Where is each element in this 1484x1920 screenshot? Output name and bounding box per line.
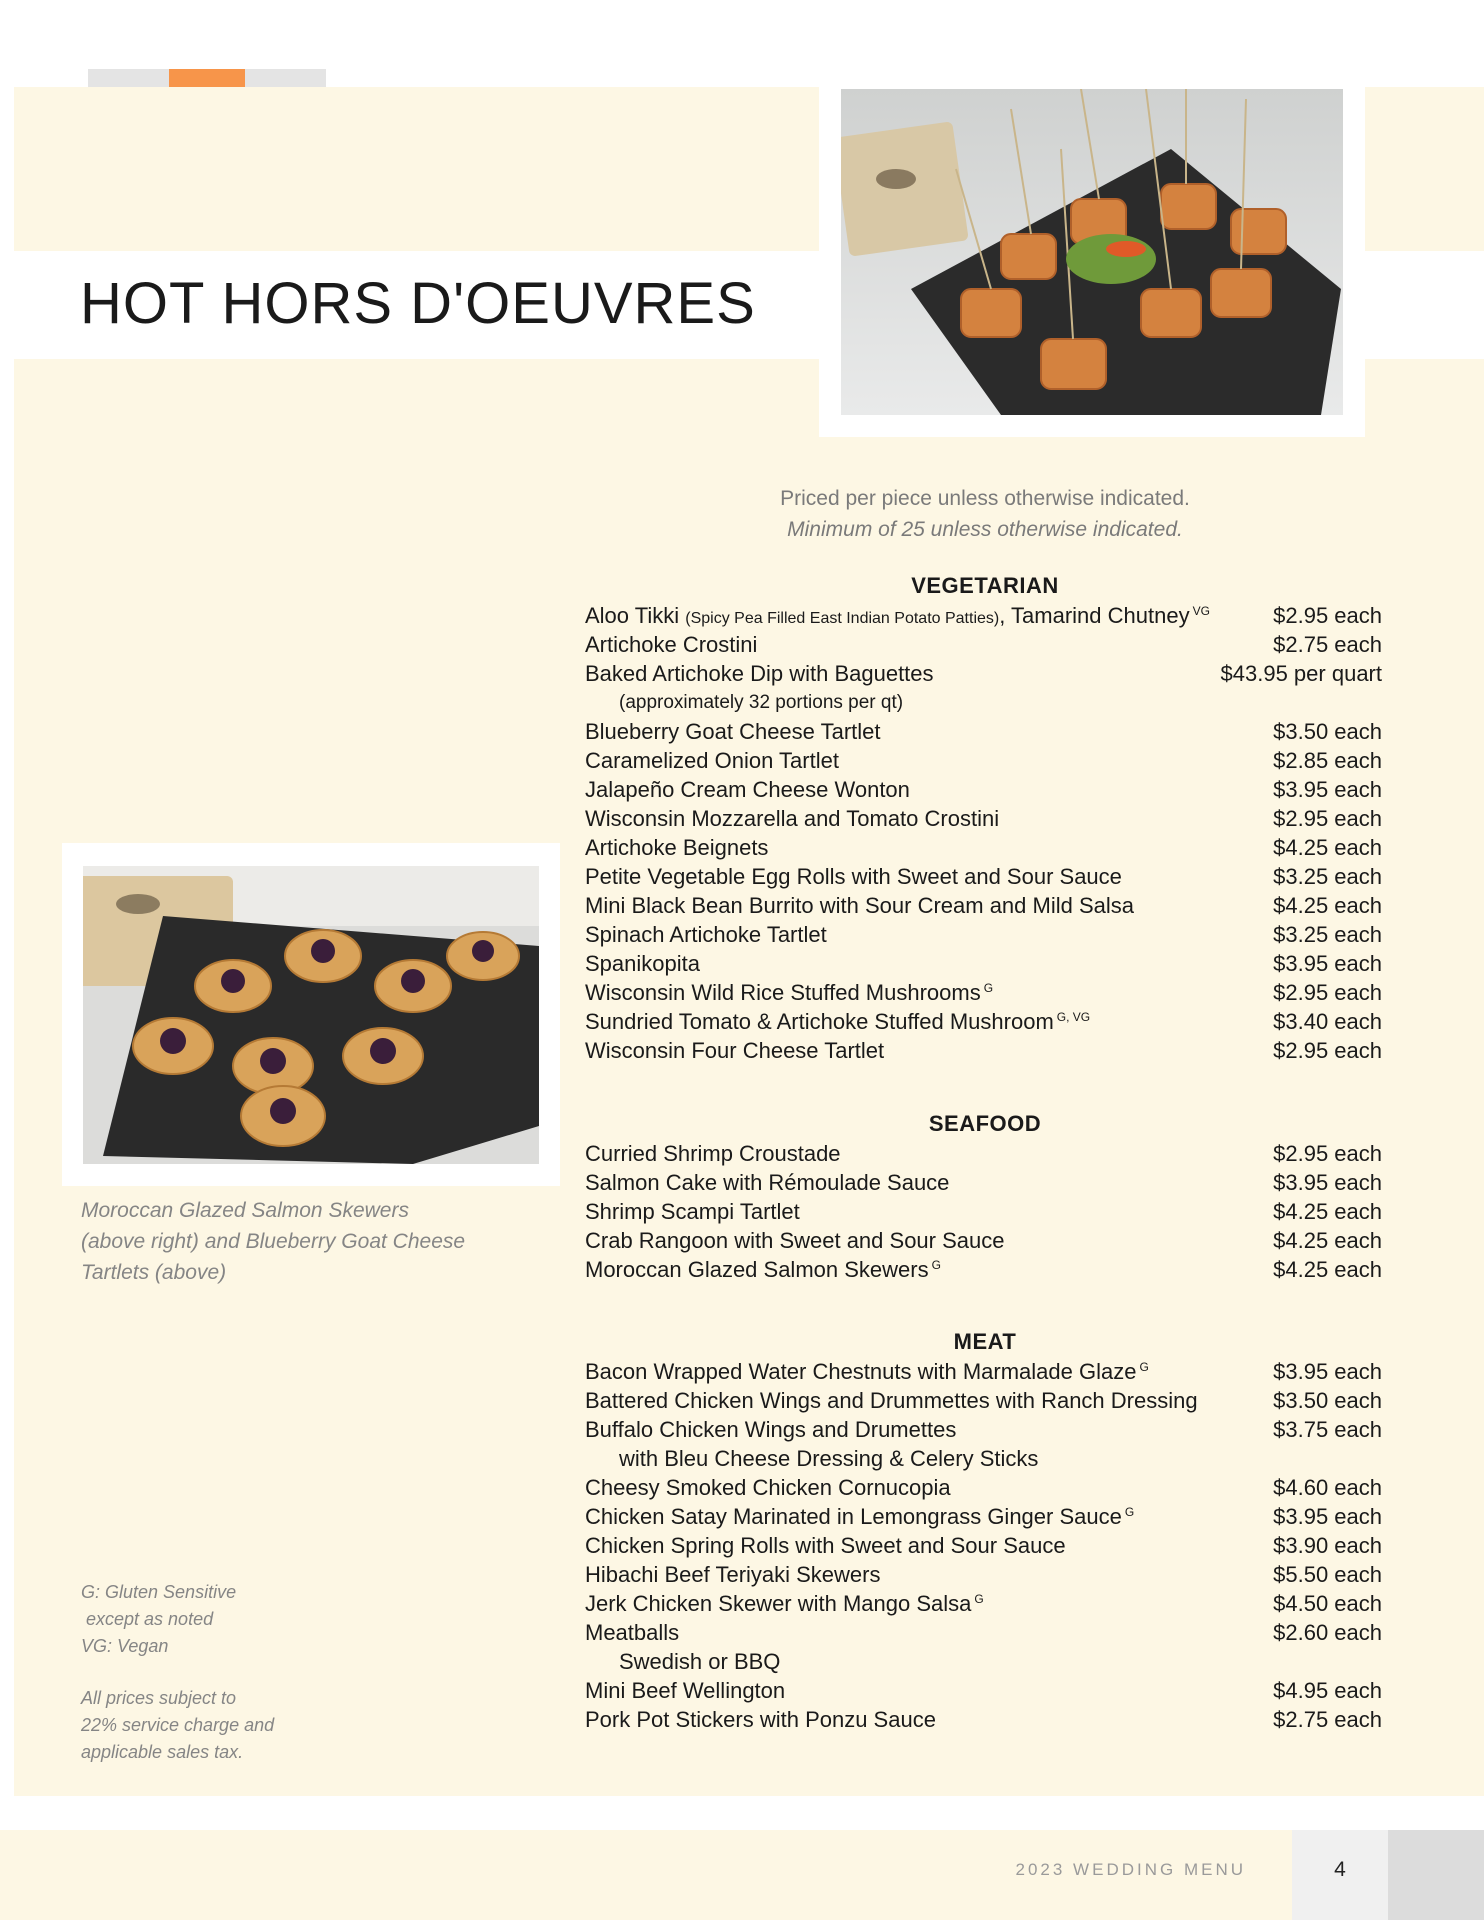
item-name: Pork Pot Stickers with Ponzu Sauce bbox=[585, 1707, 936, 1732]
menu-item-note bbox=[585, 692, 1382, 721]
menu-item bbox=[585, 661, 1382, 690]
diet-tag: VG bbox=[1192, 603, 1210, 618]
menu-item bbox=[585, 1141, 1382, 1170]
menu-item bbox=[585, 951, 1382, 980]
menu-item bbox=[585, 1591, 1382, 1620]
item-name: Blueberry Goat Cheese Tartlet bbox=[585, 719, 881, 744]
caption-line: Tartlets (above) bbox=[81, 1261, 227, 1284]
item-price: $2.60 each bbox=[1273, 1620, 1382, 1645]
item-price: $4.50 each bbox=[1273, 1591, 1382, 1616]
item-name: Artichoke Crostini bbox=[585, 632, 758, 657]
item-price: $2.95 each bbox=[1273, 1141, 1382, 1166]
item-price: $3.25 each bbox=[1273, 922, 1382, 947]
service-charge-note: All prices subject to 22% service charge and applicable sales tax. bbox=[81, 1688, 275, 1762]
item-price: $4.95 each bbox=[1273, 1678, 1382, 1703]
footer-label: 2023 WEDDING MENU bbox=[1015, 1860, 1246, 1879]
menu-item bbox=[585, 1359, 1382, 1388]
section-heading-meat: MEAT bbox=[953, 1329, 1017, 1354]
diet-tag: G bbox=[1124, 1504, 1135, 1519]
item-price: $4.25 each bbox=[1273, 835, 1382, 860]
menu-item bbox=[585, 835, 1382, 864]
menu-item bbox=[585, 1228, 1382, 1257]
item-price: $2.95 each bbox=[1273, 980, 1382, 1005]
menu-item bbox=[585, 632, 1382, 661]
menu-item bbox=[585, 1388, 1382, 1417]
item-name: Spinach Artichoke Tartlet bbox=[585, 922, 827, 947]
item-name: Crab Rangoon with Sweet and Sour Sauce bbox=[585, 1228, 1005, 1253]
item-price: $4.25 each bbox=[1273, 1199, 1382, 1224]
diet-tag: G bbox=[983, 980, 994, 995]
item-price: $3.25 each bbox=[1273, 864, 1382, 889]
item-price: $3.95 each bbox=[1273, 1170, 1382, 1195]
page-number: 4 bbox=[1334, 1858, 1346, 1881]
item-price: $3.50 each bbox=[1273, 719, 1382, 744]
item-name: Caramelized Onion Tartlet bbox=[585, 748, 839, 773]
item-price: $2.75 each bbox=[1273, 1707, 1382, 1732]
menu-item bbox=[585, 748, 1382, 777]
menu-item-note bbox=[585, 1446, 1382, 1475]
item-name: Bacon Wrapped Water Chestnuts with Marmalade Glaze bbox=[585, 1359, 1137, 1384]
item-name: Wisconsin Four Cheese Tartlet bbox=[585, 1038, 885, 1063]
menu-item bbox=[585, 1620, 1382, 1649]
item-name: Spanikopita bbox=[585, 951, 700, 976]
menu-item bbox=[585, 719, 1382, 748]
item-name: Jalapeño Cream Cheese Wonton bbox=[585, 777, 910, 802]
menu-item bbox=[585, 980, 1382, 1009]
item-name: Mini Beef Wellington bbox=[585, 1678, 786, 1703]
legend-vegan: VG: Vegan bbox=[81, 1636, 169, 1656]
item-price: $3.50 each bbox=[1273, 1388, 1382, 1413]
item-price: $2.95 each bbox=[1273, 1038, 1382, 1063]
diet-tag: G bbox=[974, 1591, 984, 1606]
item-name: Wisconsin Wild Rice Stuffed Mushrooms bbox=[585, 980, 981, 1005]
item-price: $4.25 each bbox=[1273, 1257, 1382, 1282]
menu-item bbox=[585, 1417, 1382, 1446]
item-name: Meatballs bbox=[585, 1620, 680, 1645]
item-name: Buffalo Chicken Wings and Drumettes bbox=[585, 1417, 957, 1442]
menu-item bbox=[585, 1533, 1382, 1562]
item-price: $2.75 each bbox=[1273, 632, 1382, 657]
item-name: Mini Black Bean Burrito with Sour Cream and Mild Salsa bbox=[585, 893, 1135, 918]
item-price: $5.50 each bbox=[1273, 1562, 1382, 1587]
diet-tag: G bbox=[1139, 1359, 1149, 1374]
item-name: Curried Shrimp Croustade bbox=[585, 1141, 841, 1166]
item-name: Moroccan Glazed Salmon Skewers bbox=[585, 1257, 929, 1282]
menu-item bbox=[585, 922, 1382, 951]
item-price: $2.85 each bbox=[1273, 748, 1382, 773]
photo-caption bbox=[81, 1195, 501, 1288]
item-price: $3.90 each bbox=[1273, 1533, 1382, 1558]
item-name: Jerk Chicken Skewer with Mango Salsa bbox=[585, 1591, 972, 1616]
caption-line: Moroccan Glazed Salmon Skewers bbox=[81, 1199, 409, 1222]
blueberry-tartlets-photo bbox=[83, 866, 539, 1164]
item-name: Battered Chicken Wings and Drummettes with Ranch Dressing bbox=[585, 1388, 1198, 1413]
item-name: Chicken Satay Marinated in Lemongrass Ginger Sauce bbox=[585, 1504, 1122, 1529]
item-name: Petite Vegetable Egg Rolls with Sweet and Sour Sauce bbox=[585, 864, 1122, 889]
menu-item bbox=[585, 1678, 1382, 1707]
item-price: $3.40 each bbox=[1273, 1009, 1382, 1034]
minimum-note: Minimum of 25 unless otherwise indicated. bbox=[787, 518, 1183, 541]
menu-item bbox=[585, 1038, 1382, 1067]
section-heading-vegetarian: VEGETARIAN bbox=[911, 573, 1059, 598]
item-price: $4.25 each bbox=[1273, 1228, 1382, 1253]
menu-item bbox=[585, 893, 1382, 922]
item-name: Chicken Spring Rolls with Sweet and Sour Sauce bbox=[585, 1533, 1066, 1558]
legend-gluten-note: except as noted bbox=[81, 1609, 214, 1629]
legend-gluten: G: Gluten Sensitive bbox=[81, 1582, 237, 1602]
menu-item bbox=[585, 1199, 1382, 1228]
menu-item bbox=[585, 1170, 1382, 1199]
tab-segment-left bbox=[88, 69, 169, 87]
item-price: $3.95 each bbox=[1273, 951, 1382, 976]
diet-tag: G bbox=[931, 1257, 941, 1272]
item-price: $3.75 each bbox=[1273, 1417, 1382, 1442]
item-price: $2.95 each bbox=[1273, 806, 1382, 831]
item-price: $4.60 each bbox=[1273, 1475, 1382, 1500]
menu-item-note bbox=[585, 1649, 1382, 1678]
item-subnote: Swedish or BBQ bbox=[619, 1649, 781, 1674]
page-title: HOT HORS D'OEUVRES bbox=[80, 271, 756, 336]
tab-segment-accent bbox=[169, 69, 245, 87]
item-price: $3.95 each bbox=[1273, 1359, 1382, 1384]
item-name: Hibachi Beef Teriyaki Skewers bbox=[585, 1562, 881, 1587]
pricing-note: Priced per piece unless otherwise indicated. bbox=[780, 487, 1190, 510]
item-name: Shrimp Scampi Tartlet bbox=[585, 1199, 800, 1224]
menu-item bbox=[585, 1475, 1382, 1504]
item-name: Artichoke Beignets bbox=[585, 835, 769, 860]
item-subnote: with Bleu Cheese Dressing & Celery Sticks bbox=[619, 1446, 1039, 1471]
item-price: $43.95 per quart bbox=[1220, 661, 1382, 686]
item-price: $4.25 each bbox=[1273, 893, 1382, 918]
item-name: Cheesy Smoked Chicken Cornucopia bbox=[585, 1475, 951, 1500]
menu-item bbox=[585, 1504, 1382, 1533]
item-name: Salmon Cake with Rémoulade Sauce bbox=[585, 1170, 950, 1195]
menu-item bbox=[585, 1257, 1382, 1286]
menu-item bbox=[585, 777, 1382, 806]
item-subnote: (approximately 32 portions per qt) bbox=[619, 692, 904, 713]
item-price: $3.95 each bbox=[1273, 777, 1382, 802]
menu-item bbox=[585, 1009, 1382, 1038]
item-price: $3.95 each bbox=[1273, 1504, 1382, 1529]
item-price: $2.95 each bbox=[1273, 603, 1382, 628]
caption-line: (above right) and Blueberry Goat Cheese bbox=[81, 1230, 466, 1253]
item-name: Sundried Tomato & Artichoke Stuffed Mushroom bbox=[585, 1009, 1054, 1034]
menu-item bbox=[585, 1562, 1382, 1591]
diet-legend bbox=[81, 1579, 381, 1660]
salmon-skewers-photo bbox=[841, 89, 1343, 415]
tab-segment-right bbox=[245, 69, 326, 87]
menu-item: Aloo Tikki (Spicy Pea Filled East Indian Potato Patties), Tamarind Chutney $^{VG}$ $2.95 each bbox=[585, 603, 1382, 628]
item-name: Wisconsin Mozzarella and Tomato Crostini bbox=[585, 806, 1000, 831]
section-heading-seafood: SEAFOOD bbox=[928, 1111, 1042, 1136]
menu-item bbox=[585, 1707, 1382, 1736]
menu-item bbox=[585, 864, 1382, 893]
diet-tag: G, VG bbox=[1056, 1009, 1091, 1024]
menu-item bbox=[585, 806, 1382, 835]
item-name: Baked Artichoke Dip with Baguettes bbox=[585, 661, 934, 686]
page-corner-block bbox=[1388, 1830, 1484, 1920]
